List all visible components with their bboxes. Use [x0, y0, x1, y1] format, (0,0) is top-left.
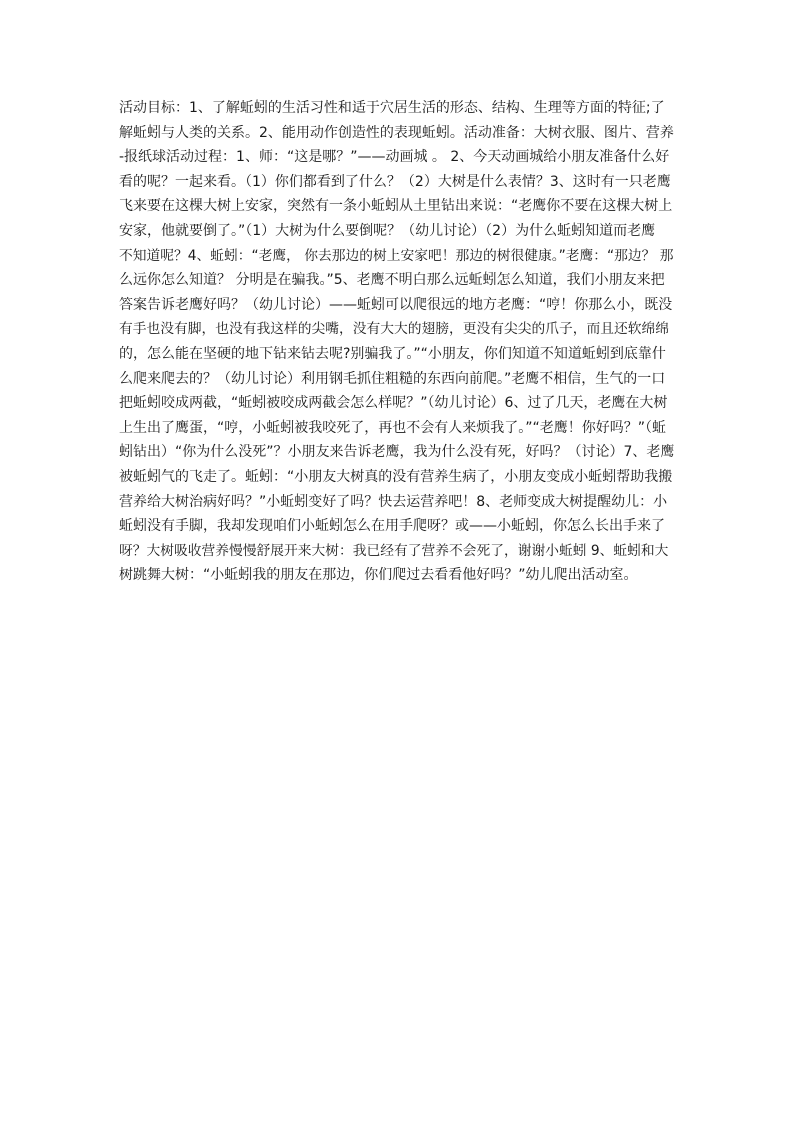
text-line: 么爬来爬去的？（幼儿讨论）利用钢毛抓住粗糙的东西向前爬。”老鹰不相信，生气的一口 — [119, 370, 666, 387]
text-line: 安家，他就要倒了。”（1）大树为什么要倒呢？（幼儿讨论）（2）为什么蚯蚓知道而老鹰 — [119, 222, 656, 239]
text-line: 答案告诉老鹰好吗？（幼儿讨论）——蚯蚓可以爬很远的地方老鹰：“哼！你那么小，既没 — [119, 296, 673, 313]
text-line: 的，怎么能在坚硬的地下钻来钻去呢?别骗我了。”“小朋友，你们知道不知道蚯蚓到底靠什 — [119, 345, 666, 362]
text-line: 上生出了鹰蛋，“哼，小蚯蚓被我咬死了，再也不会有人来烦我了。”“老鹰！你好吗？”（蚯 — [119, 419, 667, 436]
text-line: 树跳舞大树：“小蚯蚓我的朋友在那边，你们爬过去看看他好吗？”幼儿爬出活动室。 — [119, 567, 638, 584]
text-line: -报纸球活动过程：1、师：“这是哪？”——动画城 。 2、今天动画城给小朋友准备什么好 — [119, 149, 670, 166]
lesson-plan-paragraph — [119, 96, 677, 588]
text-line: 营养给大树治病好吗？”小蚯蚓变好了吗？快去运营养吧！8、老师变成大树提醒幼儿：小 — [119, 493, 668, 510]
text-line: 有手也没有脚，也没有我这样的尖嘴，没有大大的翅膀，更没有尖尖的爪子，而且还软绵绵 — [119, 321, 670, 338]
text-line: 蚓钻出）“你为什么没死”？小朋友来告诉老鹰，我为什么没有死，好吗？（讨论）7、老鹰 — [119, 444, 675, 461]
text-line: 把蚯蚓咬成两截，“蚯蚓被咬成两截会怎么样呢？”（幼儿讨论）6、过了几天，老鹰在大树 — [119, 395, 668, 412]
text-line: 呀？大树吸收营养慢慢舒展开来大树：我已经有了营养不会死了，谢谢小蚯蚓 9、蚯蚓和大 — [119, 542, 669, 559]
text-line: 活动目标：1、了解蚯蚓的生活习性和适于穴居生活的形态、结构、生理等方面的特征;了 — [119, 100, 665, 116]
text-line: 么远你怎么知道？ 分明是在骗我。”5、老鹰不明白那么远蚯蚓怎么知道，我们小朋友来把 — [119, 272, 665, 289]
text-line: 飞来要在这棵大树上安家，突然有一条小蚯蚓从土里钻出来说：“老鹰你不要在这棵大树上 — [119, 198, 673, 215]
text-line: 解蚯蚓与人类的关系。2、能用动作创造性的表现蚯蚓。活动准备：大树衣服、图片、营养 — [119, 124, 674, 141]
text-line: 不知道呢？4、蚯蚓：“老鹰， 你去那边的树上安家吧！那边的树很健康。”老鹰：“那边？ 那 — [119, 247, 674, 264]
text-line: 被蚯蚓气的飞走了。蚯蚓：“小朋友大树真的没有营养生病了，小朋友变成小蚯蚓帮助我搬 — [119, 468, 673, 485]
text-line: 蚯蚓没有手脚，我却发现咱们小蚯蚓怎么在用手爬呀？或——小蚯蚓，你怎么长出手来了 — [119, 518, 665, 535]
text-line: 看的呢？一起来看。（1）你们都看到了什么？（2）大树是什么表情？3、这时有一只老鹰 — [119, 173, 671, 190]
